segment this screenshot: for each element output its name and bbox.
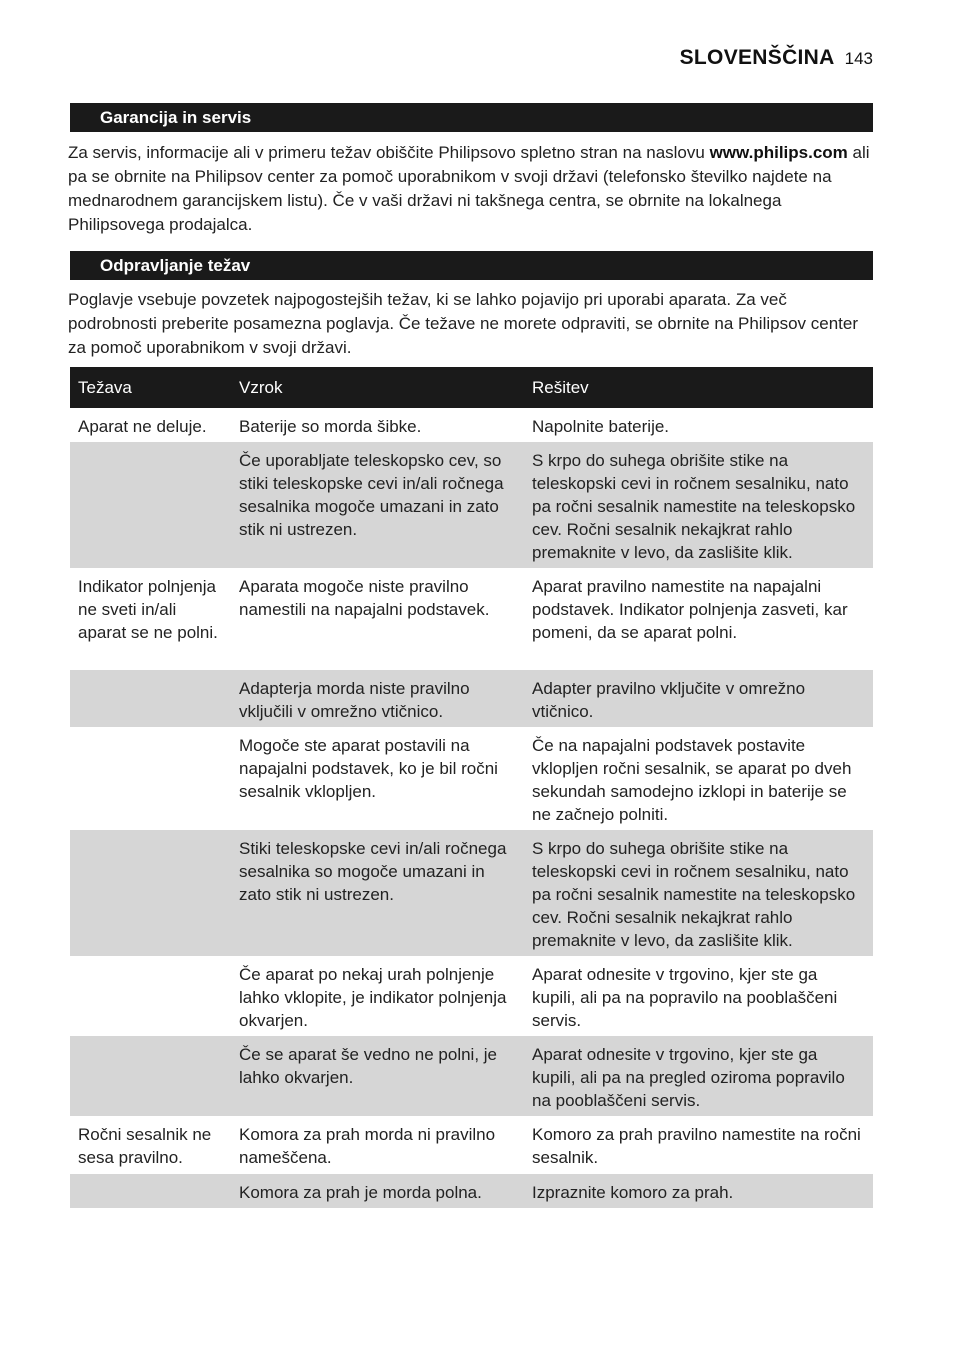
cause-cell: Če se aparat še vedno ne polni, je lahko okvarjen. [231,1036,524,1116]
table-row [70,1174,873,1208]
problem-cell [70,670,231,727]
column-header-cause: Vzrok [231,367,524,408]
table-row [70,670,873,727]
warranty-text-before: Za servis, informacije ali v primeru težav obiščite Philipsovo spletno stran na naslovu [68,143,710,162]
problem-cell [70,442,231,568]
table-row [70,830,873,956]
troubleshooting-table [70,367,873,1208]
problem-cell [70,1036,231,1116]
problem-cell [70,1174,231,1208]
warranty-paragraph [68,141,874,237]
table-row [70,442,873,568]
cause-cell: Če uporabljate teleskopsko cev, so stiki teleskopske cevi in/ali ročnega sesalnika mogoče umazani in zato stik ni ustrezen. [231,442,524,568]
solution-cell: Če na napajalni podstavek postavite vklopljen ročni sesalnik, se aparat po dveh sekundah samodejno izklopi in baterije se ne začnejo polniti. [532,736,852,824]
problem-cell: Indikator polnjenja ne sveti in/ali aparat se ne polni. [78,577,218,642]
problem-cell [70,956,231,1036]
table-header-row [70,367,873,408]
cause-cell: Komora za prah morda ni pravilno nameščena. [239,1125,496,1167]
solution-cell: Aparat odnesite v trgovino, kjer ste ga kupili, ali pa na pregled oziroma popravilo na pooblaščeni servis. [524,1036,873,1116]
table-row [70,1116,873,1174]
column-header-problem: Težava [70,367,231,408]
cause-cell: Stiki teleskopske cevi in/ali ročnega sesalnika so mogoče umazani in zato stik ni ustrezen. [231,830,524,956]
solution-cell: Adapter pravilno vključite v omrežno vtičnico. [524,670,873,727]
table-row [70,727,873,830]
solution-cell: Aparat pravilno namestite na napajalni podstavek. Indikator polnjenja zasveti, kar pomeni, da se aparat polni. [532,577,848,642]
column-header-solution: Rešitev [524,367,873,408]
solution-cell: Aparat odnesite v trgovino, kjer ste ga kupili, ali pa na popravilo na pooblaščeni servis. [532,965,838,1030]
cause-cell: Komora za prah je morda polna. [231,1174,524,1208]
cause-cell: Če aparat po nekaj urah polnjenje lahko vklopite, je indikator polnjenja okvarjen. [239,965,507,1030]
page-header [680,46,873,70]
language-label: SLOVENŠČINA [679,46,835,69]
cause-cell: Mogoče ste aparat postavili na napajalni podstavek, ko je bil ročni sesalnik vklopljen. [239,736,498,801]
table-row [70,408,873,442]
section-heading-troubleshooting: Odpravljanje težav [70,251,873,280]
table-row [70,1036,873,1116]
table-row [70,956,873,1036]
problem-cell: Ročni sesalnik ne sesa pravilno. [78,1125,212,1167]
cause-cell: Baterije so morda šibke. [239,417,422,436]
problem-cell [70,830,231,956]
solution-cell: Izpraznite komoro za prah. [524,1174,873,1208]
cause-cell: Aparata mogoče niste pravilno namestili na napajalni podstavek. [239,577,490,619]
troubleshooting-intro: Poglavje vsebuje povzetek najpogostejših težav, ki se lahko pojavijo pri uporabi aparata. Za več podrobnosti preberite posamezna poglavja. Če težave ne morete odpraviti, se obrnite na Philipsov center za pomoč uporabnikom v svoji državi. [68,290,859,357]
cause-cell: Adapterja morda niste pravilno vključili v omrežno vtičnico. [231,670,524,727]
problem-cell: Aparat ne deluje. [78,417,207,436]
section-heading-warranty: Garancija in servis [70,103,873,132]
solution-cell: S krpo do suhega obrišite stike na teleskopski cevi in ročnem sesalniku, nato pa ročni sesalnik namestite na teleskopsko cev. Ročni sesalnik nekajkrat rahlo premaknite v levo, da zaslišite klik. [524,830,873,956]
table-row [70,568,873,670]
problem-cell [70,727,231,830]
solution-cell: Komoro za prah pravilno namestite na ročni sesalnik. [532,1125,861,1167]
solution-cell: S krpo do suhega obrišite stike na teleskopski cevi in ročnem sesalniku, nato pa ročni sesalnik namestite na teleskopsko cev. Ročni sesalnik nekajkrat rahlo premaknite v levo, da zaslišite klik. [524,442,873,568]
page-number: 143 [844,49,873,68]
warranty-text-after: ali pa se obrnite na Philipsov center za pomoč uporabnikom v svoji državi (telefonsko številko najdete na mednarodnem garancijskem listu). Če v vaši državi ni takšnega centra, se obrnite na lokalnega Philipsovega prodajalca. [68,143,870,234]
philips-website-link[interactable]: www.philips.com [709,143,848,162]
solution-cell: Napolnite baterije. [532,417,670,436]
